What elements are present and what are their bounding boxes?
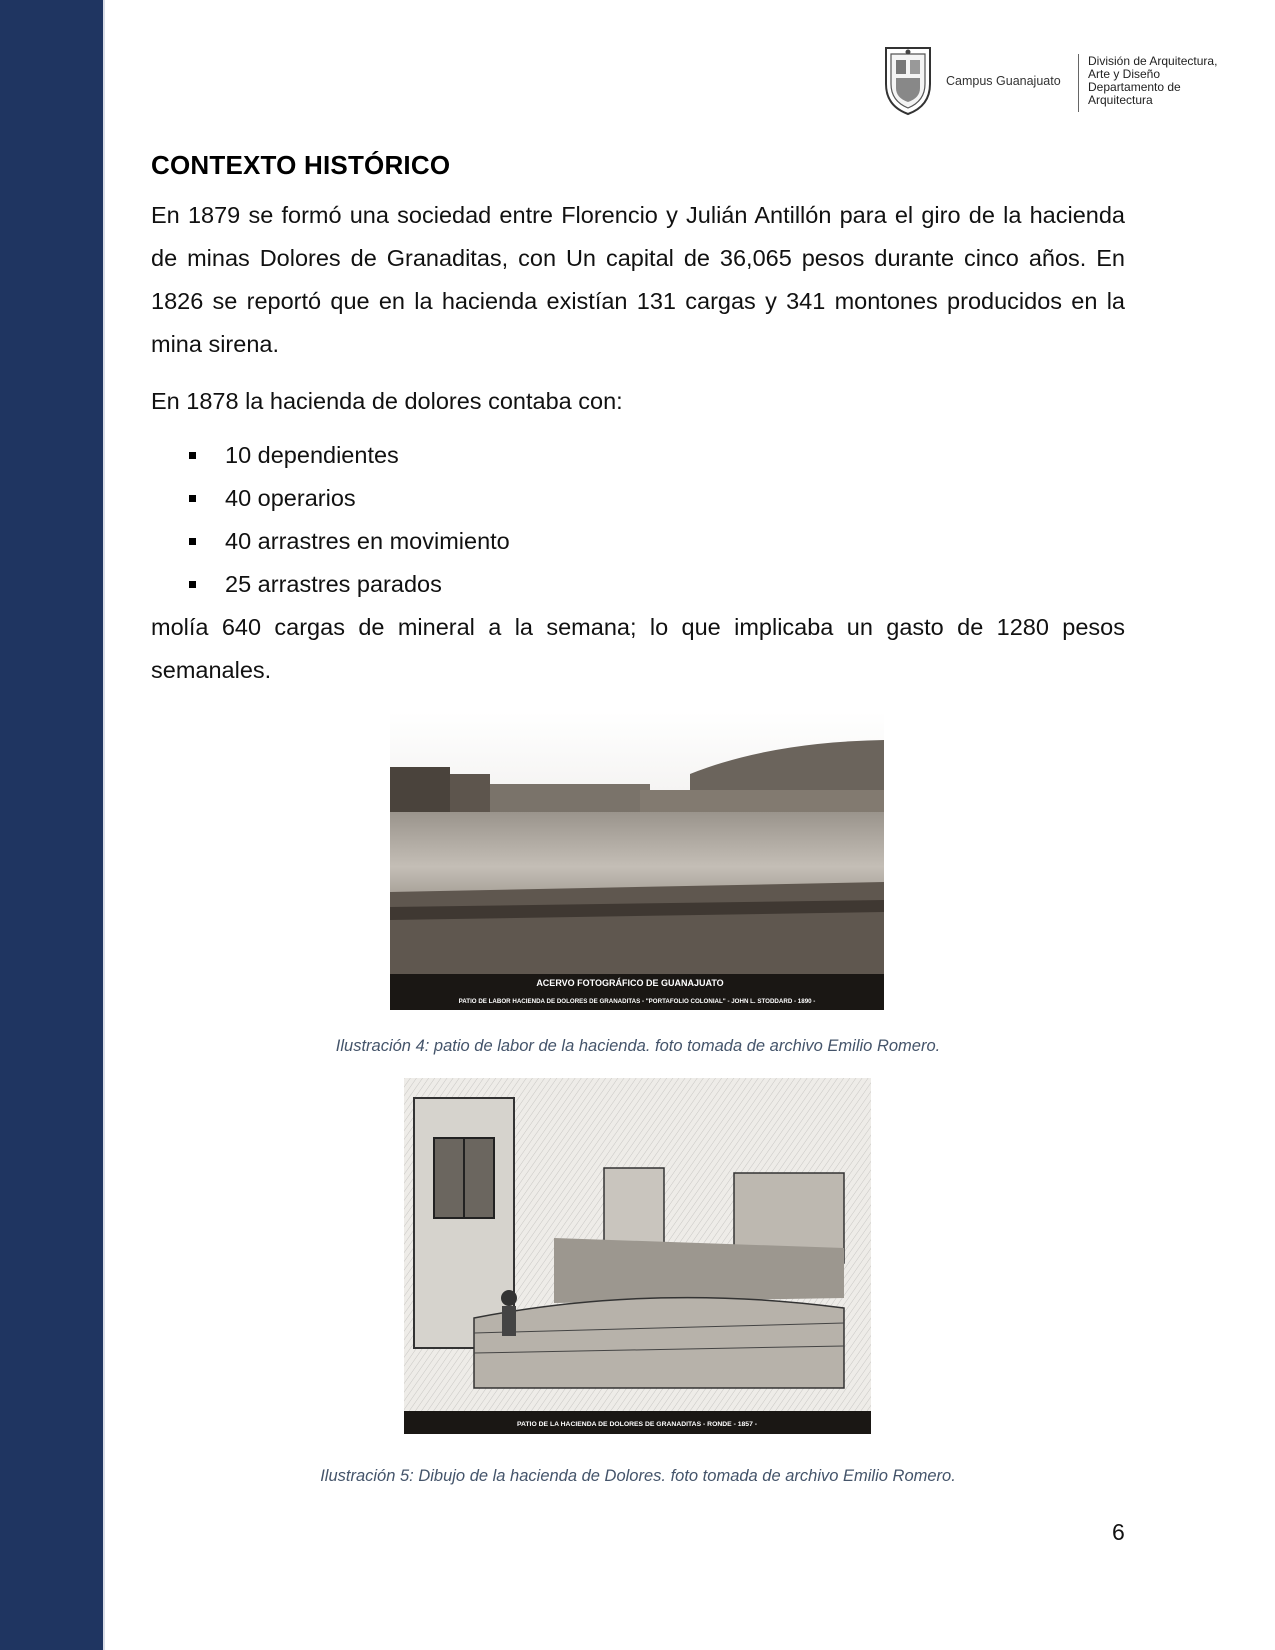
figure-caption: Ilustración 5: Dibujo de la hacienda de Dolores. foto tomada de archivo Emilio Romero. xyxy=(320,1467,956,1485)
photo-title-text: PATIO DE LABOR HACIENDA DE DOLORES DE GRANADITAS - "PORTAFOLIO COLONIAL" - JOHN L. STODDARD - 1890 - xyxy=(458,998,816,1005)
hacienda-drawing-illustration xyxy=(404,1078,871,1434)
header-divider xyxy=(1078,54,1079,112)
page-number: 6 xyxy=(1112,1519,1125,1545)
hacienda-list xyxy=(188,434,510,606)
division-line: Departamento de xyxy=(1088,80,1181,94)
division-block xyxy=(1088,55,1217,107)
list-item-text: 40 operarios xyxy=(225,485,356,511)
division-line: Arquitectura xyxy=(1088,93,1153,107)
hacienda-patio-photo xyxy=(390,712,884,1010)
paragraph-production: molía 640 cargas de mineral a la semana; lo que implicaba un gasto de 1280 pesos semanales. xyxy=(151,614,1125,683)
campus-name: Campus Guanajuato xyxy=(946,74,1061,88)
square-bullet-icon xyxy=(189,581,196,588)
university-seal-icon xyxy=(880,44,936,116)
paragraph-intro: En 1879 se formó una sociedad entre Florencio y Julián Antillón para el giro de la hacienda de minas Dolores de Granaditas, con Un capital de 36,065 pesos durante cinco años. En 1826 se reportó que en la hacienda existían 131 cargas y 341 montones producidos en la mina sirena. xyxy=(151,202,1125,357)
page-header xyxy=(880,44,1240,120)
list-item xyxy=(188,434,510,477)
list-item xyxy=(188,563,510,606)
division-line: Arte y Diseño xyxy=(1088,67,1161,81)
square-bullet-icon xyxy=(189,495,196,502)
section-title: CONTEXTO HISTÓRICO xyxy=(151,150,451,180)
left-color-band xyxy=(0,0,105,1650)
list-item xyxy=(188,520,510,563)
list-item-text: 40 arrastres en movimiento xyxy=(225,528,510,554)
illustration-title-text: PATIO DE LA HACIENDA DE DOLORES DE GRANADITAS - RONDE - 1857 - xyxy=(516,1421,758,1428)
photo-credit-text: ACERVO FOTOGRÁFICO DE GUANAJUATO xyxy=(536,978,724,988)
list-item-text: 10 dependientes xyxy=(225,442,399,468)
square-bullet-icon xyxy=(189,538,196,545)
paragraph-list-intro: En 1878 la hacienda de dolores contaba con: xyxy=(151,388,623,414)
figure-caption: Ilustración 4: patio de labor de la hacienda. foto tomada de archivo Emilio Romero. xyxy=(335,1037,941,1055)
list-item-text: 25 arrastres parados xyxy=(225,571,442,597)
division-line: División de Arquitectura, xyxy=(1088,54,1218,68)
list-item xyxy=(188,477,510,520)
square-bullet-icon xyxy=(189,452,196,459)
